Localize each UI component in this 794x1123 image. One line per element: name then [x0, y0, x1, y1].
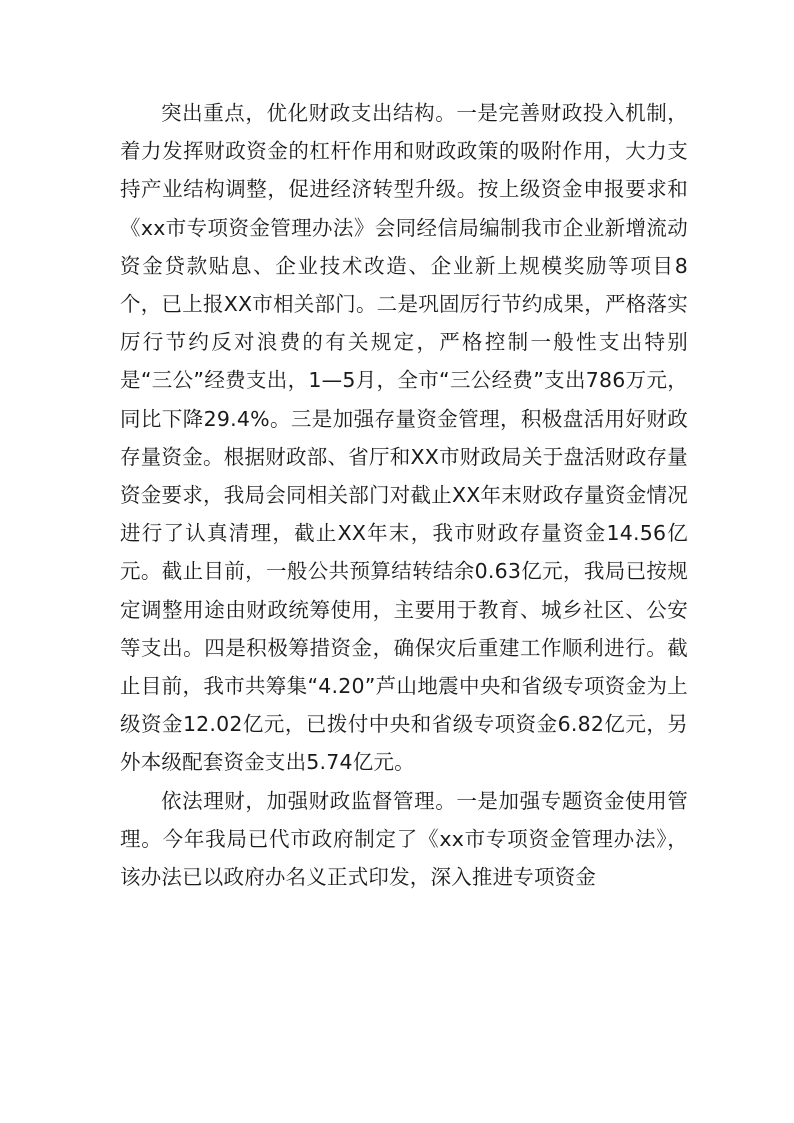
paragraph-budget-structure: 突出重点，优化财政支出结构。一是完善财政投入机制，着力发挥财政资金的杠杆作用和财政政策的吸附作用，大力支持产业结构调整，促进经济转型升级。按上级资金申报要求和《xx市专项资金管理办法》会同经信局编制我市企业新增流动资金贷款贴息、企业技术改造、企业新上规模奖励等项目8个，已上报XX市相关部门。二是巩固厉行节约成果，严格落实厉行节约反对浪费的有关规定，严格控制一般性支出特别是“三公”经费支出，1—5月，全市“三公经费”支出786万元，同比下降29.4%。三是加强存量资金管理，积极盘活用好财政存量资金。根据财政部、省厅和XX市财政局关于盘活财政存量资金要求，我局会同相关部门对截止XX年末财政存量资金情况进行了认真清理，截止XX年末，我市财政存量资金14.56亿元。截止目前，一般公共预算结转结余0.63亿元，我局已按规定调整用途由财政统筹使用，主要用于教育、城乡社区、公安等支出。四是积极筹措资金，确保灾后重建工作顺利进行。截止目前，我市共筹集“4.20”芦山地震中央和省级专项资金为上级资金12.02亿元，已拨付中央和省级专项资金6.82亿元，另外本级配套资金支出5.74亿元。	[120, 101, 688, 775]
paragraph-fiscal-supervision: 依法理财，加强财政监督管理。一是加强专题资金使用管理。今年我局已代市政府制定了《xx市专项资金管理办法》，该办法已以政府办名义正式印发，深入推进专项资金	[120, 788, 688, 890]
document-body	[120, 94, 688, 896]
